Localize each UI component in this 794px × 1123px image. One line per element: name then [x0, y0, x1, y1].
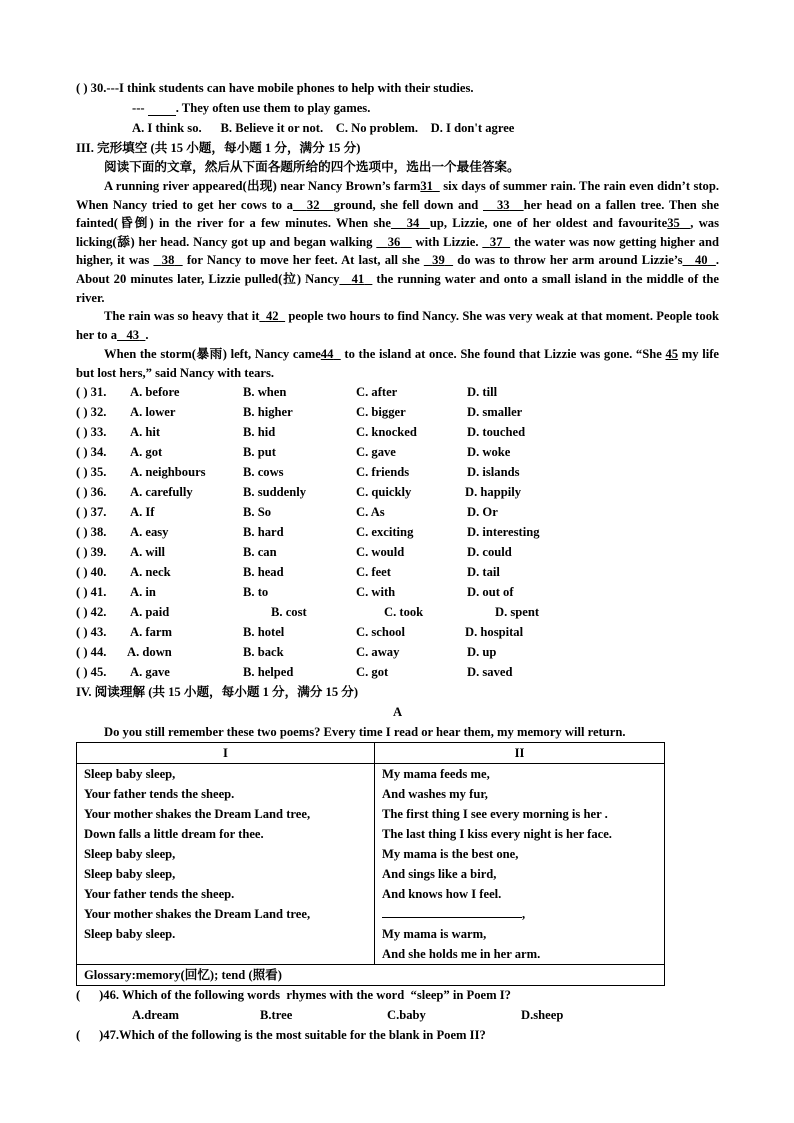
- q46-option-d[interactable]: D.sheep: [521, 1008, 564, 1022]
- option-row-32[interactable]: ( ) 32. A. lower B. higher C. bigger D. smaller: [76, 405, 523, 419]
- option-row-44[interactable]: ( ) 44. A. down B. back C. away D. up: [76, 645, 497, 659]
- poem-line: Your mother shakes the Dream Land tree,: [84, 907, 311, 921]
- blank-35: 35: [667, 216, 680, 231]
- q30-options: A. I think so. B. Believe it or not. C. No problem. D. I don't agree: [132, 121, 515, 135]
- blank-45: 45: [665, 347, 679, 361]
- passage-text: the water was now getting higher and higher, it was: [76, 234, 719, 268]
- option-row-31[interactable]: ( ) 31. A. before B. when C. after D. till: [76, 385, 498, 399]
- poem-line: Sleep baby sleep,: [84, 847, 176, 861]
- passage-text: . About 20 minutes later, Lizzie pulled(拉) Nancy: [76, 253, 720, 286]
- passage-text: to the island at once. She found that Lizzie was gone. “She: [340, 347, 666, 361]
- q46-stem: ( )46. Which of the following words rhymes with the word “sleep” in Poem I?: [76, 988, 511, 1002]
- poem-line: And knows how I feel.: [382, 887, 502, 901]
- passage-text: her head on a fallen tree. Then she fainted(昏倒) in the river for a few minutes. When she: [76, 197, 719, 231]
- poem-line: The first thing I see every morning is her .: [382, 807, 608, 821]
- option-row-35[interactable]: ( ) 35. A. neighbours B. cows C. friends D. islands: [76, 465, 520, 479]
- blank-33: 33: [497, 197, 510, 212]
- passage-text: up, Lizzie, one of her oldest and favourite: [429, 216, 668, 231]
- q30-stem: ( ) 30.---I think students can have mobile phones to help with their studies.: [76, 81, 474, 95]
- blank-40: 40: [694, 253, 708, 268]
- blank-44: 44: [320, 347, 334, 361]
- poem-line: And washes my fur,: [382, 787, 488, 801]
- section3-instruction: 阅读下面的文章，然后从下面各题所给的四个选项中，选出一个最佳答案。: [104, 160, 520, 174]
- poem-1: [77, 764, 375, 965]
- q46-option-b[interactable]: B.tree: [260, 1008, 293, 1022]
- passage-text: The rain was so heavy that it: [104, 309, 260, 323]
- option-row-33[interactable]: ( ) 33. A. hit B. hid C. knocked D. touched: [76, 425, 526, 439]
- passage-text: the running water and onto a small island in the middle of the river.: [76, 271, 720, 305]
- passage-text: six days of summer rain. The rain even didn’t stop. When Nancy tried to get her cows to a: [76, 179, 719, 212]
- option-row-45[interactable]: ( ) 45. A. gave B. helped C. got D. saved: [76, 665, 513, 679]
- passage-text: , was licking(舔) her head. Nancy got up and began walking: [76, 216, 719, 249]
- blank-38: 38: [161, 253, 175, 268]
- passage-text: my life but lost hers,” said Nancy with tears.: [76, 347, 719, 380]
- passage-paragraph-2: [76, 307, 719, 344]
- poem-line: The last thing I kiss every night is her face.: [382, 827, 612, 841]
- q47-stem: ( )47.Which of the following is the most suitable for the blank in Poem II?: [76, 1028, 486, 1042]
- blank-32: 32: [306, 197, 320, 212]
- glossary: Glossary:memory(回忆); tend (照看): [77, 965, 665, 986]
- blank-37: 37: [489, 234, 503, 249]
- poem-line: Your mother shakes the Dream Land tree,: [84, 807, 311, 821]
- blank-42: 42: [265, 309, 279, 323]
- option-row-41[interactable]: ( ) 41. A. in B. to C. with D. out of: [76, 585, 514, 599]
- poem-line: Your father tends the sheep.: [84, 787, 235, 801]
- poem-line: Sleep baby sleep.: [84, 927, 176, 941]
- poem-line: And she holds me in her arm.: [382, 947, 541, 961]
- passage-text: for Nancy to move her feet. At last, all she: [182, 253, 424, 268]
- q46-option-a[interactable]: A.dream: [132, 1008, 179, 1022]
- poem-line: My mama feeds me,: [382, 767, 490, 781]
- blank-43: 43: [126, 327, 140, 342]
- q46-option-c[interactable]: C.baby: [387, 1008, 426, 1022]
- section4-part: A: [393, 705, 403, 719]
- blank-36: 36: [387, 234, 401, 249]
- passage-paragraph-1: [76, 177, 719, 307]
- poem-line: Sleep baby sleep,: [84, 867, 176, 881]
- option-row-36[interactable]: ( ) 36. A. carefully B. suddenly C. quickly D. happily: [76, 485, 521, 499]
- passage-text: When the storm(暴雨) left, Nancy came: [104, 347, 321, 361]
- q30-reply: [132, 100, 370, 116]
- blank-39: 39: [432, 253, 445, 268]
- q30-blank[interactable]: [148, 101, 176, 116]
- passage-text: A running river appeared(出现) near Nancy Brown’s farm: [104, 179, 421, 193]
- blank-31: 31: [420, 179, 433, 193]
- q30-reply-suffix: . They often use them to play games.: [175, 101, 371, 115]
- poem-line: And sings like a bird,: [382, 867, 497, 881]
- passage-text: .: [145, 327, 149, 342]
- poem-blank-line[interactable]: ,: [382, 904, 657, 924]
- section4-intro: Do you still remember these two poems? Every time I read or hear them, my memory will return.: [104, 725, 626, 739]
- blank-34: 34: [406, 216, 420, 231]
- poem-line: Sleep baby sleep,: [84, 767, 176, 781]
- poem-line: My mama is the best one,: [382, 847, 519, 861]
- passage-text: do was to throw her arm around Lizzie’s: [453, 253, 683, 268]
- poem-line: Down falls a little dream for thee.: [84, 827, 264, 841]
- poem-2: [375, 764, 665, 965]
- option-row-37[interactable]: ( ) 37. A. If B. So C. As D. Or: [76, 505, 498, 519]
- option-row-40[interactable]: ( ) 40. A. neck B. head C. feet D. tail: [76, 565, 500, 579]
- section4-title: IV. 阅读理解 (共 15 小题，每小题 1 分，满分 15 分): [76, 685, 359, 699]
- passage-text: ground, she fell down and: [333, 197, 479, 212]
- option-row-38[interactable]: ( ) 38. A. easy B. hard C. exciting D. interesting: [76, 525, 540, 539]
- option-row-39[interactable]: ( ) 39. A. will B. can C. would D. could: [76, 545, 512, 559]
- poem-2-header: II: [375, 743, 665, 764]
- blank-41: 41: [351, 271, 365, 286]
- passage-text: people two hours to find Nancy. She was very weak at that moment. People took her to a: [76, 309, 720, 342]
- option-row-43[interactable]: ( ) 43. A. farm B. hotel C. school D. hospital: [76, 625, 524, 639]
- poem-line: My mama is warm,: [382, 927, 487, 941]
- option-row-34[interactable]: ( ) 34. A. got B. put C. gave D. woke: [76, 445, 511, 459]
- option-row-42[interactable]: ( ) 42. A. paid B. cost C. took D. spent: [76, 605, 540, 619]
- poem-1-header: I: [77, 743, 375, 764]
- poems-table: [76, 742, 665, 986]
- passage-text: with Lizzie.: [411, 234, 483, 249]
- section3-title: III. 完形填空 (共 15 小题，每小题 1 分，满分 15 分): [76, 141, 361, 155]
- q30-reply-prefix: ---: [132, 101, 148, 115]
- passage-paragraph-3: [76, 345, 719, 382]
- poem-line: Your father tends the sheep.: [84, 887, 235, 901]
